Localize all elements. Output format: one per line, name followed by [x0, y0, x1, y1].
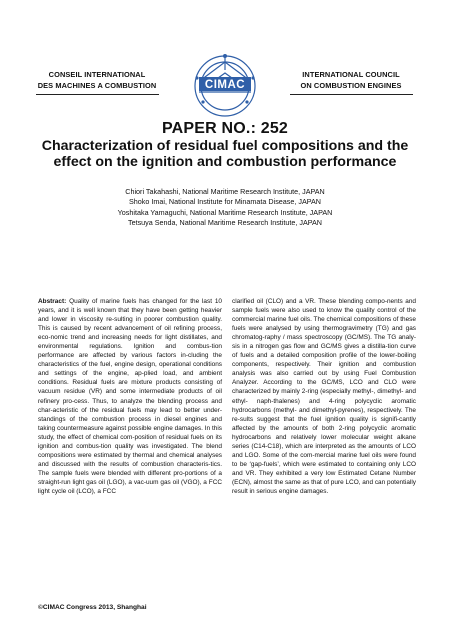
author-line: Tetsuya Senda, National Maritime Research Institute, JAPAN: [127, 218, 322, 228]
header-left-rule: [36, 94, 159, 95]
author-line: Chiori Takahashi, National Maritime Research Institute, JAPAN: [125, 187, 325, 196]
header-left: [32, 70, 162, 91]
header-left-line1: CONSEIL INTERNATIONAL: [48, 70, 146, 79]
abstract-label: Abstract:: [38, 298, 67, 305]
author-line: Shoko Imai, National Institute for Minamata Disease, JAPAN: [128, 197, 321, 207]
abstract-column-right: [232, 297, 416, 496]
header-right-rule: [290, 94, 413, 95]
paper-number: PAPER NO.: 252: [161, 120, 289, 137]
abstract-column-left: [38, 297, 222, 496]
footer-copyright: ©CIMAC Congress 2013, Shanghai: [38, 604, 147, 611]
logo-wordmark: CIMAC: [204, 79, 246, 91]
author-line: Yoshitaka Yamaguchi, National Maritime Research Institute, JAPAN: [117, 207, 333, 217]
header-right: [286, 70, 416, 91]
header-right-line1: INTERNATIONAL COUNCIL: [302, 70, 400, 79]
abstract-text-right: clarified oil (CLO) and a VR. These blending compo-nents and sample fuels were also used to know the quality control of the commercial marine fuel oils. The chemical compositions of these fuels were analysed by using thermogravimetry (TG) and gas chromatog-raphy / mass spectroscopy (GC/MS). The TG analy-sis in a nitrogen gas flow and GC/MS gives a distilla-tion curve of fuels and a detailed composition profile of the lower-boiling components, respectively. Their ignition and combustion analysis was also carried out by using Fuel Combustion Analyzer. According to the GC/MS, LCO and CLO were characterized by mainly 2-ring (especially methyl-, dimethyl- and ethyl- naph-thalenes) and 4-ring polycyclic aromatic hydrocarbons (methyl- and dimethyl-pyrenes), respectively. The re-sults suggest that the fuel ignition quality is signifi-cantly affected by the amounts of both 2-ring polycyclic aromatic hydrocarbons and relatively lower molecular weight alkane series (C14-C18), which are interpreted as the amounts of LCO and LGO. Some of the com-mercial marine fuel oils were found to be ‘gap-fuels’, which were estimated to containing only LCO and VR. They exhibited a very low Estimated Cetane Number (ECN), almost the same as that of pure LCO, and can potentially result in serious engine damages.: [232, 298, 416, 495]
author-list: [0, 187, 450, 229]
header-left-line2: DES MACHINES A COMBUSTION: [37, 80, 157, 90]
paper-title: Characterization of residual fuel compositions and the effect on the ignition and combustion performance: [41, 138, 409, 170]
abstract-text-left: Quality of marine fuels has changed for the last 10 years, and it is well known that they have been getting heavier and lower in viscosity re-sulting in poorer combustion quality. This is caused by recent advancement of oil refining process, eco-nomic trend and increasing needs for light distillates, and environmental regulations. Ignition and combus-tion performance are affected by various factors in-cluding the characteristics of the fuel, engine design, operational conditions and settings of the engine, ap-plied load, and ambient conditions. Residual fuels are mixture products consisting of vacuum residue (VR) and some intermediate products of oil refinery pro-cess. Thus, to analyze the blending process and char-acteristic of the residual fuels may lead to better under-standings of the combustion process in diesel engines and taking countermeasure against possible engine damages. In this study, the effect of chemical com-position of residual fuels on its ignition and combus-tion quality was investigated. The blend compositions were estimated by thermal and chemical analyses and discussed with the results of combustion characteris-tics. The sample fuels were blended with different pro-portions of a straight-run light gas oil (LGO), a vac-uum gas oil (VGO), a FCC light cycle oil (LCO), a FCC: [38, 298, 222, 495]
header-right-line2: ON COMBUSTION ENGINES: [300, 80, 402, 90]
